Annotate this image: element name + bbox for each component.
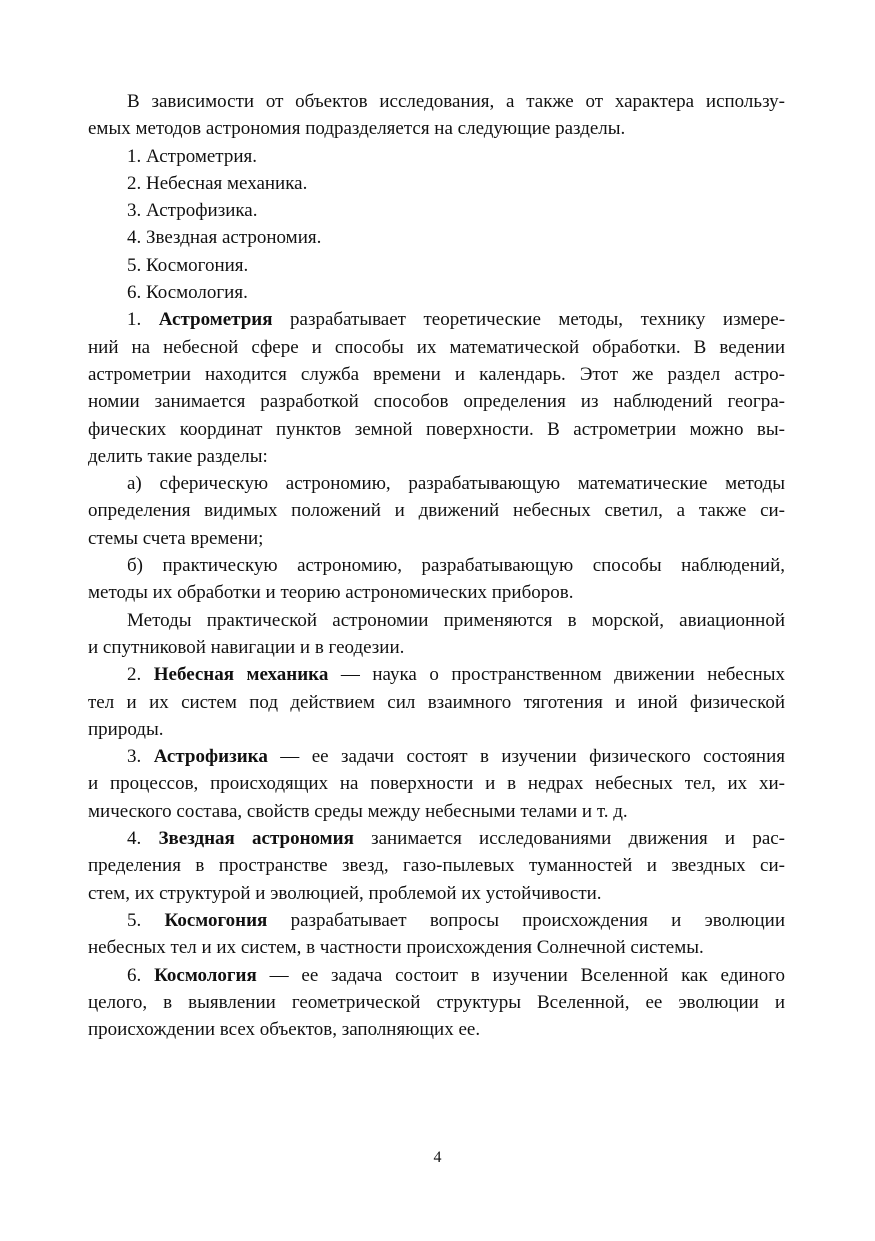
text-line: тел и их систем под действием сил взаимного тяготения и иной физической xyxy=(88,691,785,713)
text-line: емых методов астрономия подразделяется на следующие разделы. xyxy=(88,118,626,140)
celestial-mechanics-paragraph xyxy=(88,661,785,743)
list-item: 1. Астрометрия. xyxy=(127,145,258,167)
sections-list xyxy=(88,143,785,307)
text-line: б) практическую астрономию, разрабатывающую способы наблюдений, xyxy=(127,555,785,577)
text-line: методы их обработки и теорию астрономических приборов. xyxy=(88,582,574,604)
stellar-astronomy-paragraph xyxy=(88,825,785,907)
text-line: происхождении всех объектов, заполняющих ее. xyxy=(88,1019,481,1041)
astrometry-paragraph xyxy=(88,306,785,470)
text-line: мического состава, свойств среды между небесными телами и т. д. xyxy=(88,800,628,822)
text-fragment: — ее задачи состоят в изучении физического состояния xyxy=(280,746,785,768)
section-term: Небесная механика xyxy=(153,664,329,686)
section-term: Космогония xyxy=(164,909,268,931)
text-line: фических координат пунктов земной поверхности. В астрометрии можно вы- xyxy=(88,418,785,440)
text-line: и процессов, происходящих на поверхности и в недрах небесных тел, их хи- xyxy=(88,773,785,795)
intro-paragraph xyxy=(88,88,785,143)
text-line: стемы счета времени; xyxy=(88,527,264,549)
astrophysics-paragraph xyxy=(88,743,785,825)
text-line: делить такие разделы: xyxy=(88,445,268,467)
section-number: 1. xyxy=(127,309,142,331)
text-line xyxy=(88,661,785,688)
subsection-b-paragraph xyxy=(88,552,785,607)
list-item: 6. Космология. xyxy=(127,282,248,304)
text-line: Методы практической астрономии применяются в морской, авиационной xyxy=(127,609,785,631)
list-item: 3. Астрофизика. xyxy=(127,200,258,222)
text-line: определения видимых положений и движений небесных светил, а также си- xyxy=(88,500,785,522)
text-line xyxy=(88,743,785,770)
text-line: астрометрии находится служба времени и календарь. Этот же раздел астро- xyxy=(88,363,785,385)
section-term: Астрофизика xyxy=(153,746,268,768)
text-line xyxy=(88,907,785,934)
page-number: 4 xyxy=(433,1149,442,1166)
text-fragment: разрабатывает вопросы происхождения и эволюции xyxy=(290,909,786,931)
text-line: номии занимается разработкой способов определения из наблюдений геогра- xyxy=(88,391,785,413)
text-line xyxy=(88,962,785,989)
text-line: целого, в выявлении геометрической структуры Вселенной, ее эволюции и xyxy=(88,991,785,1013)
section-term: Космология xyxy=(154,964,257,986)
section-number: 6. xyxy=(127,964,142,986)
section-number: 2. xyxy=(127,664,142,686)
section-number: 3. xyxy=(127,746,142,768)
section-term: Звездная астрономия xyxy=(158,828,354,850)
text-fragment: занимается исследованиями движения и рас- xyxy=(371,828,786,850)
text-fragment: — ее задача состоит в изучении Вселенной как единого xyxy=(269,964,786,986)
text-line: и спутниковой навигации и в геодезии. xyxy=(88,636,405,658)
cosmogony-paragraph xyxy=(88,907,785,962)
text-line: стем, их структурой и эволюцией, проблемой их устойчивости. xyxy=(88,882,602,904)
list-item: 2. Небесная механика. xyxy=(127,172,308,194)
text-line: небесных тел и их систем, в частности происхождения Солнечной системы. xyxy=(88,937,704,959)
section-number: 4. xyxy=(127,828,142,850)
text-fragment: — наука о пространственном движении небесных xyxy=(340,664,785,686)
text-line: природы. xyxy=(88,718,164,740)
subsection-a-paragraph xyxy=(88,470,785,552)
cosmology-paragraph xyxy=(88,962,785,1044)
section-term: Астрометрия xyxy=(158,309,273,331)
text-line xyxy=(88,306,785,333)
section-number: 5. xyxy=(127,909,142,931)
practical-methods-paragraph xyxy=(88,607,785,662)
text-line: ний на небесной сфере и способы их математической обработки. В ведении xyxy=(88,336,785,358)
list-item: 5. Космогония. xyxy=(127,254,249,276)
list-item: 4. Звездная астрономия. xyxy=(127,227,322,249)
text-line: пределения в пространстве звезд, газо-пылевых туманностей и звездных си- xyxy=(88,855,785,877)
text-fragment: разрабатывает теоретические методы, технику измере- xyxy=(290,309,786,331)
text-line: В зависимости от объектов исследования, а также от характера использу- xyxy=(127,91,785,112)
text-line xyxy=(88,825,785,852)
document-body xyxy=(88,88,785,1043)
text-line: а) сферическую астрономию, разрабатывающую математические методы xyxy=(127,473,785,495)
